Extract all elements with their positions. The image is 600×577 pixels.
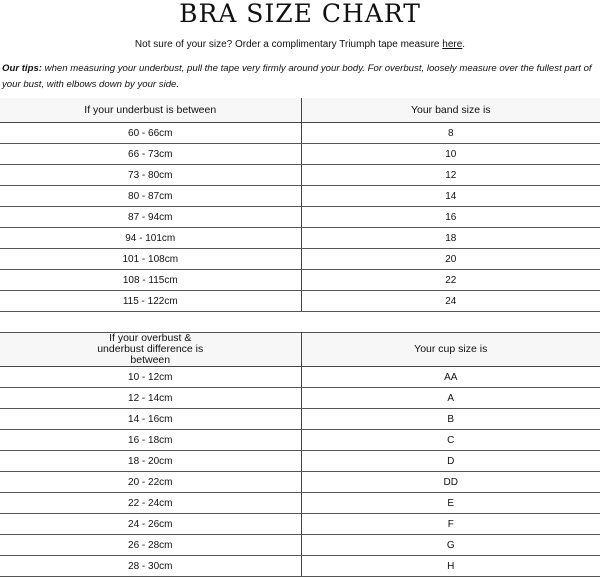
tape-measure-text: Not sure of your size? Order a complimentary Triumph tape measure: [134, 39, 443, 50]
table-row: [0, 514, 600, 535]
size-cell: 10: [301, 144, 600, 165]
tips-text: when measuring your underbust, pull the tape very firmly around your body. For overbust, loosely measure over the fullest part of your bust, with elbows down by your side.: [2, 63, 592, 90]
range-cell: 108 - 115cm: [0, 270, 301, 291]
table-row: [0, 270, 600, 291]
size-cell: 12: [301, 165, 600, 186]
range-cell: 18 - 20cm: [0, 451, 301, 472]
table-row: [0, 367, 600, 388]
range-cell: 26 - 28cm: [0, 535, 301, 556]
table-row: [0, 535, 600, 556]
size-cell: A: [301, 388, 600, 409]
band-size-table: [0, 98, 600, 312]
range-cell: 12 - 14cm: [0, 388, 301, 409]
range-cell: 14 - 16cm: [0, 409, 301, 430]
tape-measure-end: .: [462, 39, 466, 50]
range-cell: 66 - 73cm: [0, 144, 301, 165]
table-row: [0, 228, 600, 249]
tape-measure-note: [0, 38, 600, 52]
size-cell: 8: [301, 123, 600, 144]
size-cell: D: [301, 451, 600, 472]
measuring-tips: [0, 61, 600, 93]
band-table-header: [0, 98, 600, 123]
cup-size-header: Your cup size is: [301, 333, 600, 367]
table-row: [0, 249, 600, 270]
tape-measure-link[interactable]: here: [442, 39, 463, 50]
size-cell: H: [301, 556, 600, 577]
table-row: [0, 472, 600, 493]
size-cell: B: [301, 409, 600, 430]
range-cell: 24 - 26cm: [0, 514, 301, 535]
size-cell: 14: [301, 186, 600, 207]
size-cell: 22: [301, 270, 600, 291]
table-row: [0, 144, 600, 165]
table-row: [0, 451, 600, 472]
size-cell: 16: [301, 207, 600, 228]
range-cell: 16 - 18cm: [0, 430, 301, 451]
range-cell: 28 - 30cm: [0, 556, 301, 577]
table-row: [0, 207, 600, 228]
table-row: [0, 409, 600, 430]
difference-header: If your overbust & underbust difference is between: [0, 333, 301, 367]
size-cell: AA: [301, 367, 600, 388]
table-row: [0, 388, 600, 409]
table-row: [0, 165, 600, 186]
range-cell: 87 - 94cm: [0, 207, 301, 228]
range-cell: 115 - 122cm: [0, 291, 301, 312]
table-row: [0, 123, 600, 144]
size-cell: 20: [301, 249, 600, 270]
range-cell: 60 - 66cm: [0, 123, 301, 144]
size-cell: DD: [301, 472, 600, 493]
size-cell: F: [301, 514, 600, 535]
range-cell: 101 - 108cm: [0, 249, 301, 270]
range-cell: 80 - 87cm: [0, 186, 301, 207]
cup-size-table: [0, 332, 600, 577]
table-row: [0, 186, 600, 207]
tips-label: Our tips:: [2, 63, 42, 74]
range-cell: 22 - 24cm: [0, 493, 301, 514]
table-row: [0, 430, 600, 451]
band-size-header: Your band size is: [301, 98, 600, 123]
page-title: BRA SIZE CHART: [179, 0, 421, 28]
size-cell: G: [301, 535, 600, 556]
range-cell: 94 - 101cm: [0, 228, 301, 249]
size-cell: 18: [301, 228, 600, 249]
underbust-header: If your underbust is between: [0, 98, 301, 123]
table-row: [0, 291, 600, 312]
size-cell: 24: [301, 291, 600, 312]
cup-table-header: [0, 333, 600, 367]
table-row: [0, 556, 600, 577]
range-cell: 20 - 22cm: [0, 472, 301, 493]
table-row: [0, 493, 600, 514]
range-cell: 73 - 80cm: [0, 165, 301, 186]
size-cell: C: [301, 430, 600, 451]
size-cell: E: [301, 493, 600, 514]
range-cell: 10 - 12cm: [0, 367, 301, 388]
